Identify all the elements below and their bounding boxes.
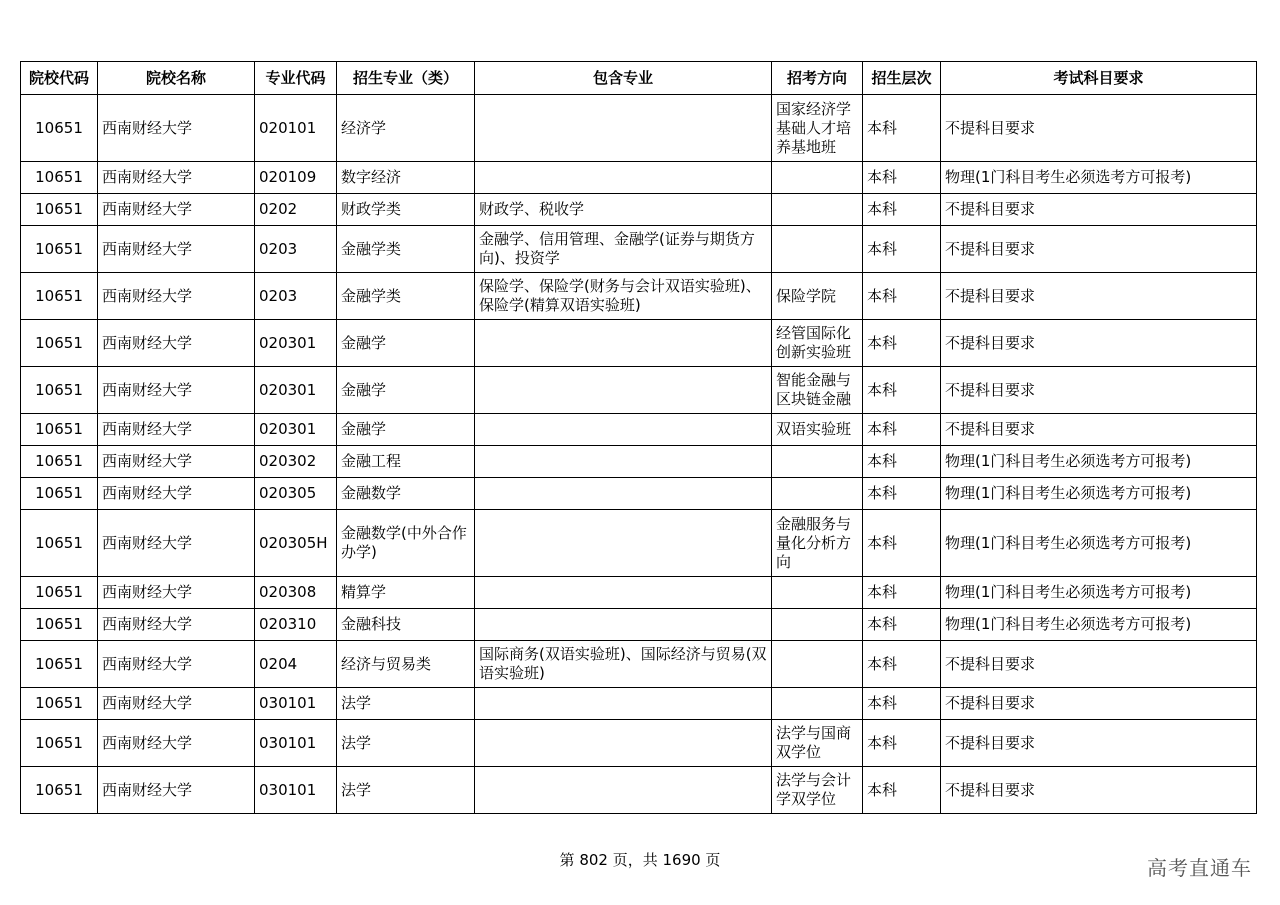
- header-school-name: 院校名称: [98, 62, 255, 95]
- cell-major-code: 030101: [255, 720, 337, 767]
- cell-major-code: 020109: [255, 162, 337, 194]
- cell-direction: 经管国际化创新实验班: [772, 320, 863, 367]
- cell-includes: [475, 510, 772, 577]
- cell-subject: 不提科目要求: [941, 320, 1257, 367]
- cell-level: 本科: [863, 577, 941, 609]
- cell-school-name: 西南财经大学: [98, 273, 255, 320]
- cell-major: 金融学类: [337, 226, 475, 273]
- cell-level: 本科: [863, 720, 941, 767]
- cell-subject: 不提科目要求: [941, 273, 1257, 320]
- cell-school-name: 西南财经大学: [98, 226, 255, 273]
- cell-school-code: 10651: [21, 95, 98, 162]
- cell-level: 本科: [863, 273, 941, 320]
- cell-school-name: 西南财经大学: [98, 688, 255, 720]
- cell-school-name: 西南财经大学: [98, 767, 255, 814]
- header-subject: 考试科目要求: [941, 62, 1257, 95]
- cell-subject: 不提科目要求: [941, 414, 1257, 446]
- cell-includes: [475, 446, 772, 478]
- table-row: [21, 720, 1257, 767]
- cell-includes: [475, 478, 772, 510]
- cell-school-code: 10651: [21, 273, 98, 320]
- cell-school-name: 西南财经大学: [98, 720, 255, 767]
- cell-includes: [475, 688, 772, 720]
- cell-subject: 不提科目要求: [941, 95, 1257, 162]
- cell-direction: 智能金融与区块链金融: [772, 367, 863, 414]
- cell-includes: [475, 414, 772, 446]
- cell-school-code: 10651: [21, 367, 98, 414]
- cell-school-name: 西南财经大学: [98, 510, 255, 577]
- table-row: [21, 194, 1257, 226]
- cell-school-name: 西南财经大学: [98, 194, 255, 226]
- cell-school-name: 西南财经大学: [98, 478, 255, 510]
- cell-direction: [772, 478, 863, 510]
- cell-school-name: 西南财经大学: [98, 320, 255, 367]
- cell-major: 经济学: [337, 95, 475, 162]
- cell-major-code: 020305: [255, 478, 337, 510]
- cell-level: 本科: [863, 367, 941, 414]
- cell-includes: 金融学、信用管理、金融学(证券与期货方向)、投资学: [475, 226, 772, 273]
- cell-direction: [772, 688, 863, 720]
- cell-major-code: 0202: [255, 194, 337, 226]
- watermark: 高考直通车: [1147, 856, 1252, 880]
- cell-subject: 不提科目要求: [941, 367, 1257, 414]
- cell-school-code: 10651: [21, 767, 98, 814]
- cell-school-code: 10651: [21, 577, 98, 609]
- cell-level: 本科: [863, 767, 941, 814]
- cell-direction: [772, 194, 863, 226]
- header-school-code: 院校代码: [21, 62, 98, 95]
- cell-major: 金融学: [337, 320, 475, 367]
- cell-direction: [772, 641, 863, 688]
- cell-major-code: 0203: [255, 226, 337, 273]
- cell-school-name: 西南财经大学: [98, 414, 255, 446]
- cell-major-code: 020308: [255, 577, 337, 609]
- cell-direction: [772, 577, 863, 609]
- header-direction: 招考方向: [772, 62, 863, 95]
- cell-level: 本科: [863, 320, 941, 367]
- cell-school-name: 西南财经大学: [98, 641, 255, 688]
- table-row: [21, 478, 1257, 510]
- table-row: [21, 767, 1257, 814]
- table-row: [21, 95, 1257, 162]
- table-row: [21, 226, 1257, 273]
- cell-includes: 国际商务(双语实验班)、国际经济与贸易(双语实验班): [475, 641, 772, 688]
- cell-school-code: 10651: [21, 226, 98, 273]
- cell-school-code: 10651: [21, 510, 98, 577]
- header-includes: 包含专业: [475, 62, 772, 95]
- cell-school-code: 10651: [21, 414, 98, 446]
- cell-major-code: 030101: [255, 767, 337, 814]
- cell-level: 本科: [863, 226, 941, 273]
- cell-subject: 不提科目要求: [941, 226, 1257, 273]
- cell-major-code: 020101: [255, 95, 337, 162]
- cell-level: 本科: [863, 95, 941, 162]
- cell-direction: [772, 446, 863, 478]
- cell-direction: 保险学院: [772, 273, 863, 320]
- cell-major-code: 020305H: [255, 510, 337, 577]
- cell-level: 本科: [863, 510, 941, 577]
- cell-major-code: 020302: [255, 446, 337, 478]
- page-number: 第 802 页，共 1690 页: [559, 851, 721, 869]
- cell-major: 法学: [337, 767, 475, 814]
- header-major-code: 专业代码: [255, 62, 337, 95]
- cell-includes: 财政学、税收学: [475, 194, 772, 226]
- cell-school-code: 10651: [21, 641, 98, 688]
- cell-school-name: 西南财经大学: [98, 609, 255, 641]
- cell-subject: 不提科目要求: [941, 641, 1257, 688]
- cell-school-name: 西南财经大学: [98, 446, 255, 478]
- cell-major-code: 020301: [255, 320, 337, 367]
- table-row: [21, 414, 1257, 446]
- cell-subject: 物理(1门科目考生必须选考方可报考): [941, 577, 1257, 609]
- cell-major-code: 0203: [255, 273, 337, 320]
- cell-subject: 不提科目要求: [941, 194, 1257, 226]
- table-row: [21, 273, 1257, 320]
- cell-includes: [475, 720, 772, 767]
- cell-direction: 法学与会计学双学位: [772, 767, 863, 814]
- cell-major: 金融学类: [337, 273, 475, 320]
- cell-school-code: 10651: [21, 478, 98, 510]
- cell-major: 法学: [337, 688, 475, 720]
- cell-school-name: 西南财经大学: [98, 577, 255, 609]
- cell-direction: 法学与国商双学位: [772, 720, 863, 767]
- cell-includes: [475, 367, 772, 414]
- cell-level: 本科: [863, 609, 941, 641]
- cell-school-code: 10651: [21, 162, 98, 194]
- cell-school-code: 10651: [21, 688, 98, 720]
- cell-school-code: 10651: [21, 609, 98, 641]
- cell-includes: [475, 609, 772, 641]
- cell-includes: [475, 577, 772, 609]
- table-row: [21, 320, 1257, 367]
- cell-major: 金融数学: [337, 478, 475, 510]
- cell-subject: 不提科目要求: [941, 767, 1257, 814]
- cell-includes: [475, 320, 772, 367]
- cell-school-code: 10651: [21, 446, 98, 478]
- table-row: [21, 162, 1257, 194]
- cell-major: 金融工程: [337, 446, 475, 478]
- cell-school-code: 10651: [21, 320, 98, 367]
- cell-major: 财政学类: [337, 194, 475, 226]
- table-row: [21, 688, 1257, 720]
- cell-school-name: 西南财经大学: [98, 95, 255, 162]
- cell-subject: 物理(1门科目考生必须选考方可报考): [941, 609, 1257, 641]
- table-row: [21, 367, 1257, 414]
- cell-level: 本科: [863, 478, 941, 510]
- cell-school-code: 10651: [21, 194, 98, 226]
- header-row: [21, 62, 1257, 95]
- cell-school-name: 西南财经大学: [98, 162, 255, 194]
- cell-subject: 物理(1门科目考生必须选考方可报考): [941, 446, 1257, 478]
- cell-major-code: 020301: [255, 367, 337, 414]
- cell-level: 本科: [863, 688, 941, 720]
- cell-major-code: 020310: [255, 609, 337, 641]
- table-row: [21, 641, 1257, 688]
- cell-level: 本科: [863, 162, 941, 194]
- table-body: [21, 95, 1257, 814]
- table-row: [21, 446, 1257, 478]
- cell-includes: [475, 767, 772, 814]
- cell-major-code: 0204: [255, 641, 337, 688]
- table-row: [21, 609, 1257, 641]
- cell-school-code: 10651: [21, 720, 98, 767]
- cell-major: 金融学: [337, 367, 475, 414]
- admissions-table: [20, 61, 1257, 814]
- cell-major: 金融数学(中外合作办学): [337, 510, 475, 577]
- cell-direction: [772, 226, 863, 273]
- cell-school-name: 西南财经大学: [98, 367, 255, 414]
- cell-includes: 保险学、保险学(财务与会计双语实验班)、保险学(精算双语实验班): [475, 273, 772, 320]
- cell-level: 本科: [863, 194, 941, 226]
- cell-level: 本科: [863, 414, 941, 446]
- cell-major: 金融学: [337, 414, 475, 446]
- cell-major: 经济与贸易类: [337, 641, 475, 688]
- cell-includes: [475, 95, 772, 162]
- cell-level: 本科: [863, 446, 941, 478]
- cell-major: 法学: [337, 720, 475, 767]
- table-row: [21, 577, 1257, 609]
- cell-subject: 物理(1门科目考生必须选考方可报考): [941, 510, 1257, 577]
- cell-subject: 物理(1门科目考生必须选考方可报考): [941, 478, 1257, 510]
- cell-major-code: 030101: [255, 688, 337, 720]
- header-major: 招生专业（类）: [337, 62, 475, 95]
- cell-major: 金融科技: [337, 609, 475, 641]
- header-level: 招生层次: [863, 62, 941, 95]
- cell-subject: 不提科目要求: [941, 688, 1257, 720]
- cell-level: 本科: [863, 641, 941, 688]
- cell-direction: [772, 609, 863, 641]
- cell-major: 数字经济: [337, 162, 475, 194]
- cell-direction: 国家经济学基础人才培养基地班: [772, 95, 863, 162]
- cell-subject: 不提科目要求: [941, 720, 1257, 767]
- cell-direction: [772, 162, 863, 194]
- cell-direction: 双语实验班: [772, 414, 863, 446]
- cell-major: 精算学: [337, 577, 475, 609]
- cell-major-code: 020301: [255, 414, 337, 446]
- cell-subject: 物理(1门科目考生必须选考方可报考): [941, 162, 1257, 194]
- cell-includes: [475, 162, 772, 194]
- table-row: [21, 510, 1257, 577]
- cell-direction: 金融服务与量化分析方向: [772, 510, 863, 577]
